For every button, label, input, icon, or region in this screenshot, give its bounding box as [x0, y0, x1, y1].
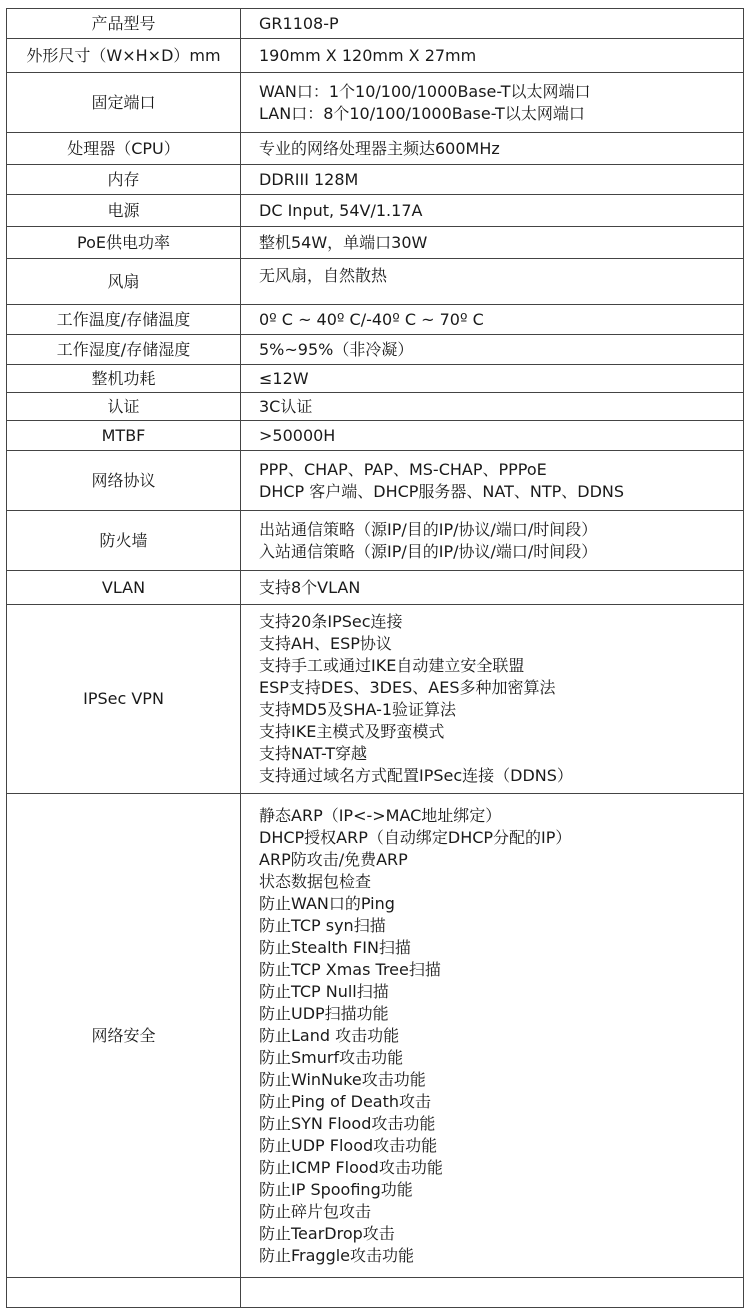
spec-value-line: 防止Land 攻击功能	[259, 1025, 400, 1045]
spec-value-line: 防止TCP Null扫描	[259, 981, 389, 1001]
spec-label: 网络协议	[7, 451, 241, 511]
spec-label: 工作温度/存储温度	[7, 305, 241, 335]
spec-value	[241, 365, 744, 393]
spec-label: 电源	[7, 195, 241, 227]
spec-value-line: LAN口：8个10/100/1000Base-T以太网端口	[259, 103, 585, 123]
spec-label: 认证	[7, 393, 241, 421]
spec-value-line: 防止UDP扫描功能	[259, 1003, 389, 1023]
spec-row	[7, 794, 744, 1278]
spec-value-line: 防止ICMP Flood攻击功能	[259, 1157, 443, 1177]
spec-row	[7, 305, 744, 335]
spec-label: IPSec VPN	[7, 605, 241, 794]
spec-label: 工作湿度/存储湿度	[7, 335, 241, 365]
spec-value	[241, 195, 744, 227]
spec-value-line: 防止IP Spoofing功能	[259, 1179, 413, 1199]
spec-value	[241, 73, 744, 133]
spec-row	[7, 451, 744, 511]
spec-value-line: 防止Ping of Death攻击	[259, 1091, 432, 1111]
spec-value	[241, 9, 744, 39]
spec-label: MTBF	[7, 421, 241, 451]
spec-value-line: ESP支持DES、3DES、AES多种加密算法	[259, 678, 556, 697]
spec-value-line: 3C认证	[259, 396, 313, 416]
spec-value-line: 防止Fraggle攻击功能	[259, 1245, 415, 1265]
spec-value	[241, 794, 744, 1278]
spec-value-line: 支持NAT-T穿越	[259, 744, 368, 763]
spec-table-body	[7, 9, 744, 1308]
spec-value-line: 状态数据包检查	[259, 871, 372, 891]
spec-value-line: 防止UDP Flood攻击功能	[259, 1135, 438, 1155]
spec-label: 整机功耗	[7, 365, 241, 393]
spec-row	[7, 335, 744, 365]
spec-label: 内存	[7, 165, 241, 195]
spec-row	[7, 165, 744, 195]
spec-value	[241, 451, 744, 511]
spec-value-line: 入站通信策略（源IP/目的IP/协议/端口/时间段）	[259, 541, 598, 561]
spec-value	[241, 305, 744, 335]
spec-value	[241, 335, 744, 365]
spec-value-line: 0º C ~ 40º C/-40º C ~ 70º C	[259, 309, 484, 329]
spec-value-line: >50000H	[259, 425, 336, 445]
spec-label: 固定端口	[7, 73, 241, 133]
spec-value-line: 支持手工或通过IKE自动建立安全联盟	[259, 656, 525, 675]
spec-value	[241, 421, 744, 451]
spec-value-line: 防止WAN口的Ping	[259, 893, 395, 913]
spec-row	[7, 571, 744, 605]
spec-value-line: 整机54W，单端口30W	[259, 232, 428, 252]
spec-row	[7, 605, 744, 794]
spec-row	[7, 227, 744, 259]
spec-row	[7, 259, 744, 305]
spec-value-line: 防止SYN Flood攻击功能	[259, 1113, 436, 1133]
spec-value	[241, 605, 744, 794]
spec-value-line: 防止TCP Xmas Tree扫描	[259, 959, 441, 979]
spec-value-line: GR1108-P	[259, 13, 339, 33]
spec-value-line: 支持通过域名方式配置IPSec连接（DDNS）	[259, 766, 573, 785]
spec-row	[7, 421, 744, 451]
spec-value-line: 防止TCP syn扫描	[259, 915, 386, 935]
spec-value	[241, 133, 744, 165]
spec-value	[241, 571, 744, 605]
spec-value-line: 5%~95%（非冷凝）	[259, 339, 414, 359]
spec-value	[241, 39, 744, 73]
spec-value-line: 静态ARP（IP<->MAC地址绑定）	[259, 805, 502, 825]
spec-value-line: DDRIII 128M	[259, 169, 359, 189]
spec-row	[7, 365, 744, 393]
spec-value-line: PPP、CHAP、PAP、MS-CHAP、PPPoE	[259, 459, 547, 479]
spec-value-line: 出站通信策略（源IP/目的IP/协议/端口/时间段）	[259, 519, 598, 539]
spec-value-line: 190mm X 120mm X 27mm	[259, 45, 477, 65]
spec-value-line: 支持MD5及SHA-1验证算法	[259, 700, 457, 719]
spec-label: 风扇	[7, 259, 241, 305]
spec-value	[241, 393, 744, 421]
spec-label: 防火墙	[7, 511, 241, 571]
spec-row	[7, 195, 744, 227]
spec-value-line: 支持8个VLAN	[259, 577, 361, 597]
spec-label: 外形尺寸（W×H×D）mm	[7, 39, 241, 73]
spec-row	[7, 1278, 744, 1308]
spec-value-line: 防止碎片包攻击	[259, 1201, 372, 1221]
spec-value-line: 无风扇，自然散热	[259, 266, 388, 285]
spec-row	[7, 511, 744, 571]
spec-row	[7, 73, 744, 133]
spec-row	[7, 39, 744, 73]
spec-label: 网络安全	[7, 794, 241, 1278]
spec-value-line: DHCP授权ARP（自动绑定DHCP分配的IP）	[259, 827, 572, 847]
spec-row	[7, 9, 744, 39]
spec-value-line: 防止WinNuke攻击功能	[259, 1069, 426, 1089]
spec-value	[241, 511, 744, 571]
spec-value	[241, 165, 744, 195]
spec-value	[241, 259, 744, 305]
spec-label: 产品型号	[7, 9, 241, 39]
spec-value-line: 防止Smurf攻击功能	[259, 1047, 404, 1067]
spec-value-line: WAN口：1个10/100/1000Base-T以太网端口	[259, 81, 591, 101]
spec-value-line: 支持20条IPSec连接	[259, 612, 403, 631]
spec-value-line: 防止Stealth FIN扫描	[259, 937, 411, 957]
spec-value-line: 防止TearDrop攻击	[259, 1223, 395, 1243]
spec-value	[241, 227, 744, 259]
spec-value-line: DC Input, 54V/1.17A	[259, 200, 423, 220]
spec-value-line: ARP防攻击/免费ARP	[259, 849, 408, 869]
spec-label: 处理器（CPU）	[7, 133, 241, 165]
spec-value-line: ≤12W	[259, 368, 309, 388]
spec-value-line: 支持IKE主模式及野蛮模式	[259, 722, 445, 741]
spec-value-line: 支持AH、ESP协议	[259, 634, 392, 653]
spec-label: PoE供电功率	[7, 227, 241, 259]
spec-row	[7, 133, 744, 165]
spec-row	[7, 393, 744, 421]
spec-value-line: 专业的网络处理器主频达600MHz	[259, 138, 500, 158]
spec-value	[241, 1278, 744, 1308]
spec-label	[7, 1278, 241, 1308]
spec-value-line: DHCP 客户端、DHCP服务器、NAT、NTP、DDNS	[259, 481, 625, 501]
spec-table	[6, 8, 744, 1308]
spec-label: VLAN	[7, 571, 241, 605]
